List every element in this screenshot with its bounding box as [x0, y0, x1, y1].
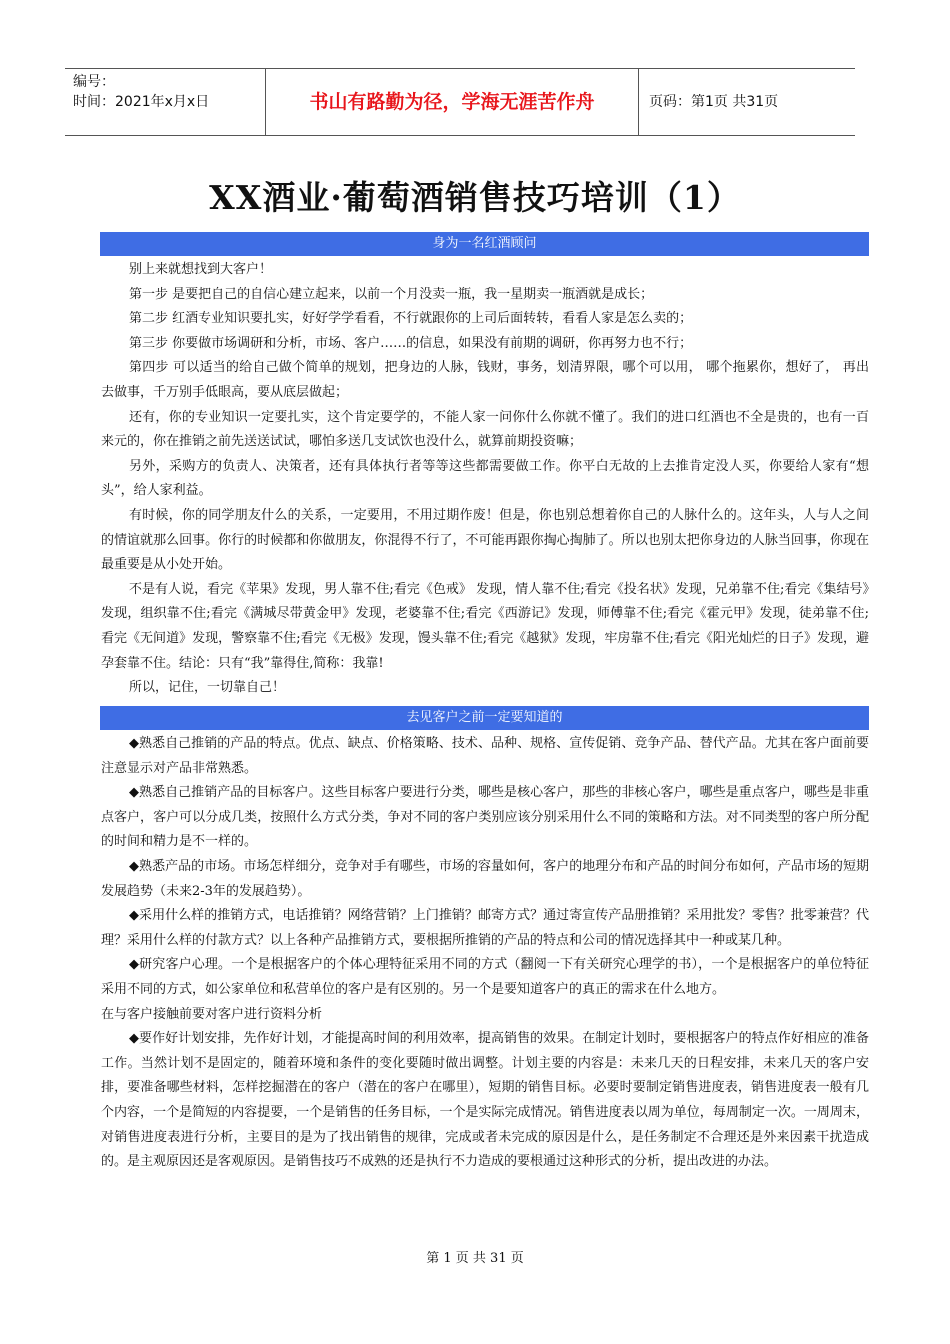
bullet-paragraph: ◆熟悉产品的市场。市场怎样细分，竞争对手有哪些，市场的容量如何，客户的地理分布和产品的时间分布如何，产品市场的短期发展趋势（未来2-3年的发展趋势）。 [101, 858, 869, 899]
document-number-label: 编号： [73, 74, 115, 90]
paragraph: 第一步 是要把自己的自信心建立起来，以前一个月没卖一瓶，我一星期卖一瓶酒就是成长； [129, 286, 654, 302]
paragraph: 第四步 可以适当的给自己做个简单的规划，把身边的人脉，钱财，事务，划清界限，哪个可以用， 哪个拖累你，想好了， 再出去做事，千万别手低眼高，要从底层做起； [101, 360, 869, 400]
bullet-paragraph: ◆采用什么样的推销方式，电话推销？网络营销？上门推销？邮寄方式？通过寄宣传产品册推销？采用批发？零售？批零兼营？代理？采用什么样的付款方式？以上各种产品推销方式，要根据所推销的产品的特点和公司的情况选择其中一种或某几种。 [101, 908, 869, 948]
subheading: 在与客户接触前要对客户进行资料分析 [101, 1006, 323, 1022]
bullet-paragraph: ◆要作好计划安排，先作好计划，才能提高时间的利用效率，提高销售的效果。在制定计划时，要根据客户的特点作好相应的准备工作。当然计划不是固定的，随着环境和条件的变化要随时做出调整。计划主要的内容是：未来几天的日程安排，未来几天的客户安排，要准备哪些材料，怎样挖掘潜在的客户（潜在的客户在哪里），短期的销售目标。必要时要制定销售进度表，销售进度表一般有几个内容，一个是简短的内容提要，一个是销售的任务目标，一个是实际完成情况。销售进度表以周为单位，每周制定一次。一周周末，对销售进度表进行分析，主要目的是为了找出销售的规律，完成或者未完成的原因是什么，是任务制定不合理还是外来因素干扰造成的。是主观原因还是客观原因。是销售技巧不成熟的还是执行不力造成的要根通过这种形式的分析，提出改进的办法。 [101, 1031, 869, 1170]
paragraph: 所以，记住，一切靠自己！ [129, 680, 286, 696]
bullet-paragraph: ◆研究客户心理。一个是根据客户的个体心理特征采用不同的方式（翻阅一下有关研究心理学的书），一个是根据客户的单位特征采用不同的方式，如公家单位和私营单位的客户是有区别的。另一个是要知道客户的真正的需求在什么地方。 [101, 957, 869, 997]
section-heading-consultant: 身为一名红酒顾问 [100, 232, 869, 256]
header-page-info: 页码：第1页 共31页 [649, 94, 779, 110]
header-motto: 书山有路勤为径，学海无涯苦作舟 [266, 69, 639, 135]
paragraph: 还有，你的专业知识一定要扎实，这个肯定要学的，不能人家一问你什么你就不懂了。我们的进口红酒也不全是贵的，也有一百来元的，你在推销之前先送送试试，哪怕多送几支试饮也没什么，就算前期投资嘛； [101, 409, 869, 450]
paragraph: 另外，采购方的负责人、决策者，还有具体执行者等等这些都需要做工作。你平白无故的上去推肯定没人买，你要给人家有“想头”，给人家利益。 [101, 458, 869, 499]
document-header [65, 68, 855, 136]
header-meta [65, 69, 266, 135]
document-time: 时间：2021年x月x日 [73, 94, 210, 110]
document-title: XX酒业·葡萄酒销售技巧培训（1） [209, 178, 741, 217]
bullet-paragraph: ◆熟悉自己推销产品的目标客户。这些目标客户要进行分类，哪些是核心客户，那些的非核心客户，哪些是重点客户，哪些是非重点客户，客户可以分成几类，按照什么方式分类，争对不同的客户类别应该分别采用什么不同的策略和方法。对不同类型的客户所分配的时间和精力是不一样的。 [101, 785, 869, 850]
bullet-paragraph: ◆熟悉自己推销的产品的特点。优点、缺点、价格策略、技术、品种、规格、宣传促销、竞争产品、替代产品。尤其在客户面前要注意显示对产品非常熟悉。 [101, 736, 869, 776]
section-body-before-visit [101, 732, 869, 1175]
section-body-consultant [101, 258, 869, 701]
paragraph: 有时候，你的同学朋友什么的关系，一定要用，不用过期作废！但是，你也别总想着你自己的人脉什么的。这年头，人与人之间的情谊就那么回事。你行的时候都和你做朋友，你混得不行了，不可能再跟你掏心掏肺了。所以也别太把你身边的人脉当回事，你现在最重要是从小处开始。 [101, 507, 869, 573]
section-heading-before-visit: 去见客户之前一定要知道的 [100, 706, 869, 730]
page-footer: 第 1 页 共 31 页 [426, 1251, 524, 1266]
paragraph: 别上来就想找到大客户！ [129, 262, 273, 277]
paragraph: 第三步 你要做市场调研和分析，市场、客户……的信息，如果没有前期的调研，你再努力也不行； [129, 335, 693, 351]
paragraph: 不是有人说，看完《苹果》发现，男人靠不住;看完《色戒》 发现，情人靠不住;看完《投名状》发现，兄弟靠不住;看完《集结号》发现，组织靠不住;看完《满城尽带黄金甲》发现，老婆靠不住;看完《西游记》发现，师傅靠不住;看完《霍元甲》发现，徒弟靠不住;看完《无间道》发现，警察靠不住;看完《无极》发现，馒头靠不住;看完《越狱》发现，牢房靠不住;看完《阳光灿烂的日子》发现，避孕套靠不住。结论：只有“我”靠得住,简称：我靠! [101, 581, 869, 671]
paragraph: 第二步 红酒专业知识要扎实，好好学学看看，不行就跟你的上司后面转转，看看人家是怎么卖的； [129, 311, 693, 327]
